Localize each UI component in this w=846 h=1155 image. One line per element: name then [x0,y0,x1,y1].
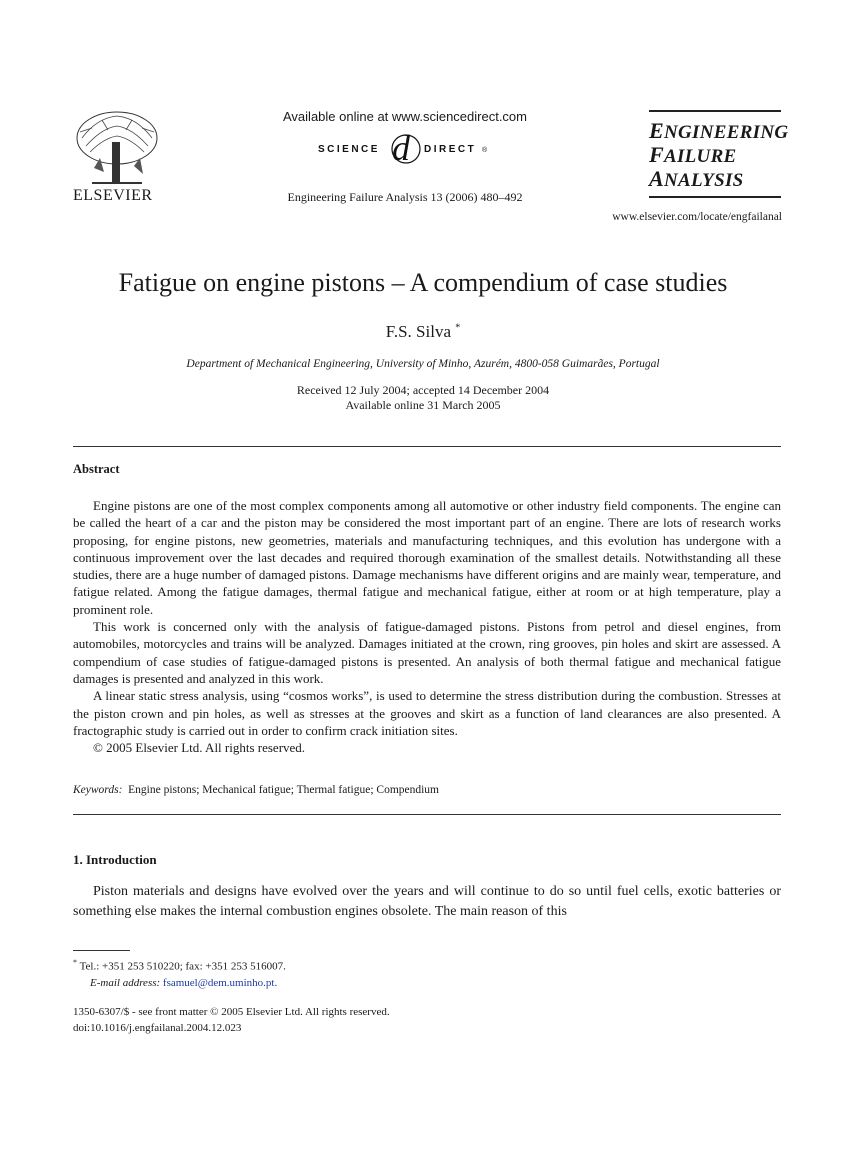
front-matter [73,1004,390,1036]
abstract-paragraph: A linear static stress analysis, using “cosmos works”, is used to determine the stress distribution during the combustion. Stresses at the piston crown and pin holes, as well as stresses at the grooves and skirt as a function of land clearances are also presented. A fractographic study is carried out in order to confirm crack initiation sites. [73,688,781,738]
keywords-label: Keywords: [73,784,123,796]
journal-title-rule-bottom [649,196,781,198]
author-line [40,322,806,342]
elsevier-wordmark: ELSEVIER [73,187,153,204]
introduction-paragraph: Piston materials and designs have evolved over the years and will continue to do so until fuel cells, exotic batteries or something else makes the internal combustion engines obsolete. The main reason of this [73,884,781,919]
journal-title-line: ENGINEERING [649,118,789,143]
sciencedirect-right-text: DIRECT [424,144,477,155]
available-online-date: Available online 31 March 2005 [345,398,501,412]
received-dates: Received 12 July 2004; accepted 14 December 2004 [296,383,550,397]
sciencedirect-logo [318,132,490,164]
keywords-line [73,784,439,796]
journal-title-line: FAILURE [649,142,737,167]
author-footnote-mark[interactable]: * [455,322,461,334]
introduction-body [73,882,781,922]
email-label: E-mail address: [90,976,161,989]
abstract-paragraph: This work is concerned only with the analysis of fatigue-damaged pistons. Pistons from petrol and diesel engines, from automobiles, motorcycles and trains will be analyzed. Damages initiated at the crown, ring grooves, pin holes and skirt are assessed. A compendium of case studies of fatigue-damaged pistons is presented. An analysis of both thermal fatigue and mechanical fatigue damages is presented and analyzed in this work. [73,619,781,686]
svg-text:d: d [392,132,410,164]
issn-line: 1350-6307/$ - see front matter © 2005 Elsevier Ltd. All rights reserved. [73,1006,390,1018]
email-link[interactable]: fsamuel@dem.uminho.pt. [162,976,278,989]
abstract-body [73,497,781,756]
available-online-banner: Available online at www.sciencedirect.com [283,109,527,124]
doi-line[interactable]: doi:10.1016/j.engfailanal.2004.12.023 [73,1022,242,1034]
sciencedirect-left-text: SCIENCE [318,144,380,155]
divider [73,814,781,815]
paper-title: Fatigue on engine pistons – A compendium of case studies [118,268,728,297]
journal-title-rule-top [649,110,781,112]
journal-title [649,118,789,192]
keywords-text: Engine pistons; Mechanical fatigue; Thermal fatigue; Compendium [128,784,440,796]
author-name: F.S. Silva [385,322,451,341]
footnote-divider [73,950,130,951]
author-footnote [73,955,286,991]
journal-url-link[interactable]: www.elsevier.com/locate/engfailanal [612,211,782,223]
divider [73,446,781,447]
footnote-contact: Tel.: +351 253 510220; fax: +351 253 516007. [79,960,286,973]
abstract-heading: Abstract [73,462,120,476]
abstract-paragraph: Engine pistons are one of the most complex components among all automotive or other industry field components. The engine can be called the heart of a car and the piston may be considered the most important part of an engine. There are lots of research works proposing, for engine pistons, new geometries, materials and manufacturing techniques, and this evolution has undergone with a continuous improvement over the last decades and required thorough examination of the smallest details. Notwithstanding all these studies, there are a huge number of damaged pistons. Damage mechanisms have different origins and are mainly wear, temperature, and fatigue related. Among the fatigue damages, thermal fatigue and mechanical fatigue, either at room or at high temperature, play a prominent role. [73,498,781,617]
section-heading-introduction: 1. Introduction [73,852,157,867]
journal-title-line: ANALYSIS [649,166,744,191]
journal-reference: Engineering Failure Analysis 13 (2006) 480–492 [287,190,523,204]
registered-mark: ® [482,147,488,154]
author-affiliation: Department of Mechanical Engineering, University of Minho, Azurém, 4800-058 Guimarães, Portugal [186,358,660,370]
abstract-copyright: © 2005 Elsevier Ltd. All rights reserved. [93,740,306,756]
footnote-mark: * [73,958,77,967]
